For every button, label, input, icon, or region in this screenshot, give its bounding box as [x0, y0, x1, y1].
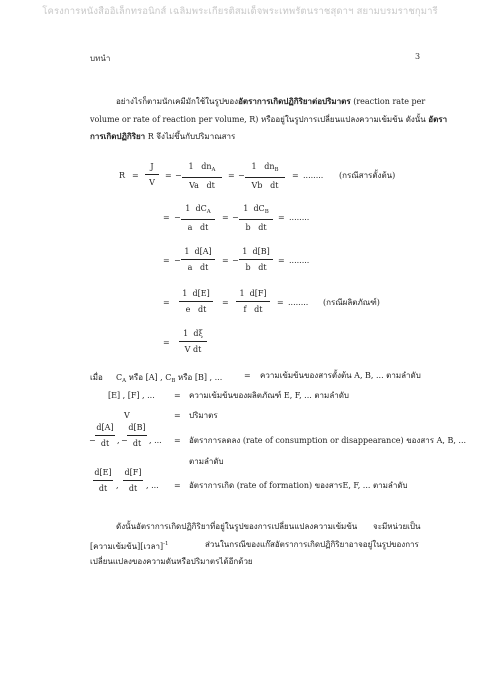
eq-dots: ........ [289, 213, 310, 222]
fraction-dE [179, 289, 213, 315]
intro-text: volume or rate of reaction per volume, R) หรืออยู่ในรูปการเปลี่ยนแปลงความเข้มข้น ดังนั้น [90, 115, 429, 124]
fraction-dA-dt [95, 423, 115, 449]
fraction-dCB [239, 204, 273, 233]
num-one: 1 [185, 204, 191, 213]
def-row1-left [116, 371, 222, 384]
def-row2-left: [E] , [F] , ... [108, 391, 155, 400]
frac-num: J [145, 162, 159, 175]
den-dt: dt [198, 305, 207, 314]
eq-equals: = [165, 171, 172, 180]
den-dt: dt [200, 263, 209, 272]
intro-bold-term: อัตรา [428, 114, 448, 124]
frac-num [181, 247, 215, 260]
eq-minus: − [238, 171, 245, 180]
num-one: 1 [242, 247, 248, 256]
den-b: b [245, 223, 251, 232]
num-one: 1 [239, 289, 245, 298]
def-row4-right: อัตราการลดลง (rate of consumption or disappearance) ของสาร A, B, ... [189, 436, 467, 445]
eq-minus: − [232, 213, 239, 222]
eq-minus: − [232, 256, 239, 265]
num-dn: dn [201, 162, 212, 171]
frac-num [182, 162, 222, 178]
def-equals: = [174, 436, 181, 445]
closing-line-1a: ดังนั้นอัตราการเกิดปฏิกิริยาที่อยู่ในรูปของการเปลี่ยนแปลงความเข้มข้น [116, 522, 358, 531]
def-equals: = [174, 391, 181, 400]
eq-minus: − [121, 436, 128, 445]
intro-text: R จึงไม่ขึ้นกับปริมาณสาร [145, 132, 236, 141]
fraction-dF-dt [123, 468, 143, 494]
def-row3-left: V [124, 411, 130, 420]
den-b: b [245, 263, 251, 272]
fraction-dxi [179, 329, 207, 355]
eq-equals: = [222, 256, 229, 265]
page-number: 3 [415, 52, 421, 61]
fraction-dE-dt [93, 468, 113, 494]
fraction-dnA [182, 162, 222, 191]
eq-equals: = [278, 213, 285, 222]
def-row5-right: อัตราการเกิด (rate of formation) ของสารE, F, ... ตามลำดับ [189, 481, 408, 490]
frac-num [179, 329, 207, 342]
num-dF: d[F] [249, 289, 267, 298]
def-equals: = [174, 411, 181, 420]
fraction-dB [239, 247, 273, 273]
frac-den: V [149, 178, 155, 187]
den-dt: dt [270, 181, 279, 190]
eq-equals: = [163, 298, 170, 307]
subscript-A: A [211, 167, 216, 173]
num-dB: d[B] [252, 247, 270, 256]
def-text: หรือ [B] , ... [175, 373, 223, 382]
subscript-A: A [206, 209, 211, 215]
eq-equals: = [132, 171, 139, 180]
den-Vdt: V dt [184, 345, 202, 354]
frac-num [239, 247, 273, 260]
eq-minus: − [174, 213, 181, 222]
den-Va: Va [189, 181, 199, 190]
eq-symbol-R: R [119, 171, 126, 180]
closing-line-2b: ส่วนในกรณีของแก๊สอัตราการเกิดปฏิกิริยาอาจอยู่ในรูปของการ [205, 540, 419, 549]
frac-den [239, 260, 273, 273]
frac-den [245, 178, 285, 191]
frac-num [179, 289, 213, 302]
eq-minus: − [174, 256, 181, 265]
frac-den [236, 302, 270, 315]
intro-line-3 [90, 128, 235, 145]
num-one: 1 [251, 162, 257, 171]
eq-comma: , [117, 436, 120, 445]
eq-equals: = [228, 171, 235, 180]
def-row1-right: ความเข้มข้นของสารตั้งต้น A, B, ... ตามลำดับ [260, 371, 421, 380]
frac-den [239, 220, 273, 233]
intro-text: อย่างไรก็ตามนักเคมีมักใช้ในรูปของ [116, 97, 239, 106]
intro-bold-term: การเกิดปฏิกิริยา [90, 131, 146, 141]
num-one: 1 [243, 204, 249, 213]
def-when: เมื่อ [90, 373, 103, 382]
frac-den [181, 260, 215, 273]
den-e: e [185, 305, 191, 314]
eq-equals: = [222, 298, 229, 307]
den-dt: dt [200, 223, 209, 232]
intro-text: (reaction rate per [350, 97, 426, 106]
frac-den [179, 302, 213, 315]
den-Vb: Vb [251, 181, 263, 190]
eq-minus: − [89, 436, 96, 445]
eq-equals: = [292, 171, 299, 180]
num-dC: dC [253, 204, 265, 213]
watermark: โครงการหนังสืออิเล็กทรอนิกส์ เฉลิมพระเกียรติสมเด็จพระเทพรัตนราชสุดาฯ สยามบรมราชกุมารี [42, 6, 438, 17]
closing-unit-sup: -1 [163, 541, 169, 547]
num-dC: dC [195, 204, 207, 213]
closing-line-3: เปลี่ยนแปลงของความดันหรือปริมาตรได้อีกด้วย [90, 557, 253, 566]
def-row3-right: ปริมาตร [189, 411, 218, 420]
den-a: a [187, 263, 193, 272]
subscript-B: B [274, 167, 279, 173]
def-row2-right: ความเข้มข้นของผลิตภัณฑ์ E, F, ... ตามลำดับ [189, 391, 349, 400]
num-one: 1 [184, 247, 190, 256]
den-dt: dt [258, 263, 267, 272]
fraction-J-over-V [145, 162, 159, 188]
eq-minus: − [175, 171, 182, 180]
num-one: 1 [188, 162, 194, 171]
eq-comma: , [116, 481, 119, 490]
frac-num [245, 162, 285, 178]
eq-comma-dots: , ... [146, 481, 159, 490]
frac-den: dt [98, 484, 108, 493]
den-dt: dt [206, 181, 215, 190]
def-equals: = [174, 481, 181, 490]
num-one: 1 [182, 289, 188, 298]
num-one: 1 [183, 329, 189, 338]
frac-num: d[F] [123, 468, 143, 481]
symbol-C: C [116, 373, 123, 382]
frac-num [236, 289, 270, 302]
fraction-dA [181, 247, 215, 273]
frac-den: dt [128, 484, 138, 493]
den-a: a [187, 223, 193, 232]
eq-dots: ........ [288, 298, 309, 307]
num-dE: d[E] [192, 289, 210, 298]
eq-equals: = [163, 338, 170, 347]
fraction-dB-dt [127, 423, 147, 449]
eq-equals: = [163, 256, 170, 265]
fraction-dF [236, 289, 270, 315]
chapter-title: บทนำ [90, 54, 111, 63]
num-dxi: dξ [193, 329, 203, 338]
frac-den: dt [132, 439, 142, 448]
frac-den: dt [100, 439, 110, 448]
den-f: f [243, 305, 247, 314]
frac-num [239, 204, 273, 220]
eq-equals: = [222, 213, 229, 222]
frac-num [181, 204, 215, 220]
closing-line-1b: จะมีหน่วยเป็น [373, 522, 421, 531]
eq-equals: = [278, 256, 285, 265]
eq-dots: ........ [289, 256, 310, 265]
frac-den [181, 220, 215, 233]
eq-dots: ........ [303, 171, 324, 180]
frac-num: d[B] [127, 423, 147, 436]
fraction-dnB [245, 162, 285, 191]
intro-line-2 [90, 111, 447, 128]
den-dt: dt [258, 223, 267, 232]
intro-line-1 [116, 93, 425, 110]
num-dn: dn [264, 162, 275, 171]
eq-comma-dots: , ... [149, 436, 162, 445]
product-note: (กรณีผลิตภัณฑ์) [323, 298, 380, 307]
frac-num: d[A] [95, 423, 115, 436]
intro-bold-term: อัตราการเกิดปฏิกิริยาต่อปริมาตร [238, 96, 351, 106]
def-equals: = [244, 371, 251, 380]
def-row4-cont: ตามลำดับ [189, 457, 224, 466]
closing-unit: [ความเข้มข้น][เวลา] [90, 542, 164, 551]
subscript-A: A [122, 378, 127, 384]
eq-equals: = [163, 213, 170, 222]
num-dA: d[A] [194, 247, 212, 256]
def-text: หรือ [A] , C [126, 373, 172, 382]
subscript-B: B [264, 209, 269, 215]
eq-equals: = [277, 298, 284, 307]
reactant-note: (กรณีสารตั้งต้น) [339, 171, 396, 180]
subscript-B: B [171, 378, 176, 384]
frac-num: d[E] [93, 468, 113, 481]
den-dt: dt [254, 305, 263, 314]
fraction-dCA [181, 204, 215, 233]
frac-den [182, 178, 222, 191]
